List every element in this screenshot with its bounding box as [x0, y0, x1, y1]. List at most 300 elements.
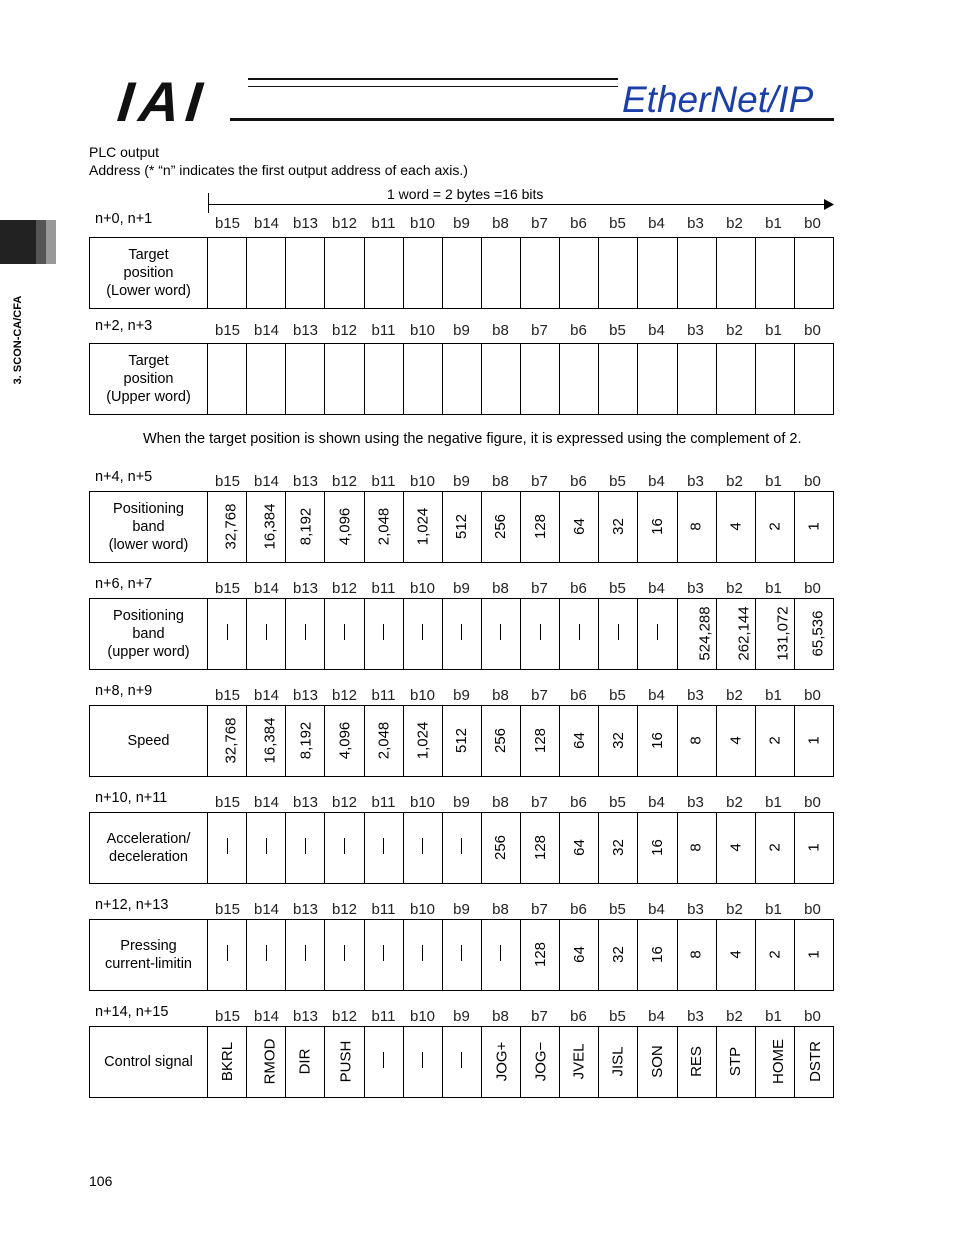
bit-label: b4 [648, 580, 665, 597]
bit-cell [247, 1027, 286, 1098]
bit-label: b0 [804, 473, 821, 490]
bit-label: b4 [648, 215, 665, 232]
bit-value: 131,072 [774, 606, 792, 661]
unused-bit-mark [422, 945, 423, 961]
bit-cell [560, 492, 599, 563]
bit-label: b9 [453, 580, 470, 597]
bit-label: b15 [214, 794, 241, 811]
bit-cell [481, 1027, 520, 1098]
bit-label: b10 [409, 215, 436, 232]
bit-value: 16,384 [261, 717, 279, 764]
register-address: n+2, n+3 [95, 318, 153, 334]
bit-value: 2,048 [375, 507, 393, 546]
bit-value: 32,768 [222, 717, 240, 764]
bit-value: 1 [805, 522, 823, 531]
bit-label: b12 [331, 794, 358, 811]
bit-value: 4 [727, 736, 745, 745]
bit-cell [208, 238, 247, 309]
bit-cell [755, 920, 794, 991]
bit-cell [364, 813, 403, 884]
bit-cell [794, 492, 833, 563]
unused-bit-mark [305, 945, 306, 961]
bit-label: b9 [453, 1008, 470, 1025]
bit-label: b6 [570, 215, 587, 232]
bit-value: 1 [805, 843, 823, 852]
bit-label: b9 [453, 687, 470, 704]
plc-output-title: PLC output [89, 144, 160, 160]
bit-cell [286, 920, 325, 991]
ethernet-ip-logo: EtherNet/IP [622, 79, 814, 120]
bit-value: 256 [492, 727, 510, 754]
bit-cell [481, 920, 520, 991]
bit-cell [442, 344, 481, 415]
register-name [90, 492, 208, 563]
bit-label: b11 [371, 687, 396, 704]
register-name-line: deceleration [109, 849, 188, 865]
bit-value: 64 [570, 732, 588, 749]
bit-cell [364, 599, 403, 670]
unused-bit-mark [227, 624, 228, 640]
bit-label: b5 [609, 687, 626, 704]
register-table [89, 1026, 834, 1098]
unused-bit-mark [461, 945, 462, 961]
register-name [90, 706, 208, 777]
register-name-line: Target [128, 353, 169, 369]
bit-cell [325, 813, 364, 884]
bit-value: 1 [805, 950, 823, 959]
unused-bit-mark [383, 624, 384, 640]
bit-value: 2 [766, 950, 784, 959]
bit-label: b15 [214, 322, 241, 339]
bit-value: 128 [531, 834, 549, 861]
bit-label: b10 [409, 687, 436, 704]
register-name [90, 1027, 208, 1098]
chapter-label: 3. SCON-CA/CFA [12, 295, 24, 385]
unused-bit-mark [383, 838, 384, 854]
bit-label: b2 [726, 901, 743, 918]
bit-label: b12 [331, 215, 358, 232]
bit-cell [481, 492, 520, 563]
bit-label: b7 [531, 215, 548, 232]
bit-label: b10 [409, 1008, 436, 1025]
bit-label: b14 [253, 687, 280, 704]
bit-label: b1 [765, 580, 782, 597]
register-name-line: band [132, 626, 165, 642]
bit-cell [521, 492, 560, 563]
bit-cell [599, 706, 638, 777]
bit-value: 256 [492, 834, 510, 861]
unused-bit-mark [383, 1052, 384, 1068]
bit-label: b9 [453, 322, 470, 339]
table-row [90, 238, 834, 309]
bit-cell [521, 920, 560, 991]
bit-value: 4 [727, 843, 745, 852]
bit-label: b5 [609, 473, 626, 490]
bit-cell [794, 920, 833, 991]
bit-cell [364, 706, 403, 777]
bit-value: 64 [570, 946, 588, 963]
bit-cell [403, 344, 442, 415]
bit-label: b0 [804, 1008, 821, 1025]
bit-value: 65,536 [809, 610, 827, 657]
bit-cell [521, 599, 560, 670]
bit-value: 512 [453, 513, 471, 540]
bit-cell [599, 813, 638, 884]
bit-cell [364, 1027, 403, 1098]
table-row [90, 492, 834, 563]
bit-label: b12 [331, 473, 358, 490]
bit-label: b0 [804, 215, 821, 232]
bit-cell [560, 813, 599, 884]
bit-value: 2 [766, 736, 784, 745]
bit-value: HOME [769, 1039, 787, 1084]
bit-label: b8 [492, 580, 509, 597]
bit-cell [599, 1027, 638, 1098]
bit-label: b3 [687, 794, 704, 811]
bit-cell [521, 813, 560, 884]
bit-label: b9 [453, 901, 470, 918]
bit-label: b2 [726, 580, 743, 597]
unused-bit-mark [500, 945, 501, 961]
unused-bit-mark [305, 838, 306, 854]
bit-value: 32,768 [222, 503, 240, 550]
register-name [90, 238, 208, 309]
bit-cell [638, 344, 677, 415]
table-row [90, 599, 834, 670]
bit-cell [755, 599, 794, 670]
register-name-line: Positioning [113, 608, 184, 624]
bit-value: 4,096 [335, 507, 353, 546]
bit-cell [325, 1027, 364, 1098]
bit-cell [325, 706, 364, 777]
bit-label: b14 [253, 901, 280, 918]
bit-value: 2,048 [375, 721, 393, 760]
bit-label: b6 [570, 322, 587, 339]
bit-label: b6 [570, 687, 587, 704]
bit-value: JVEL [570, 1043, 588, 1080]
unused-bit-mark [422, 1052, 423, 1068]
register-name [90, 920, 208, 991]
arrow-head-icon [824, 199, 834, 210]
register-name-line: Target [128, 247, 169, 263]
unused-bit-mark [227, 945, 228, 961]
bit-cell [442, 1027, 481, 1098]
bit-cell [442, 920, 481, 991]
bit-value: JOG− [532, 1041, 550, 1082]
unused-bit-mark [618, 624, 619, 640]
bit-cell [560, 706, 599, 777]
bit-cell [208, 599, 247, 670]
register-name-line: Positioning [113, 501, 184, 517]
unused-bit-mark [461, 624, 462, 640]
bit-cell [286, 706, 325, 777]
bit-cell [794, 1027, 833, 1098]
bit-cell [521, 706, 560, 777]
bit-cell [755, 1027, 794, 1098]
bit-cell [716, 920, 755, 991]
bit-value: JISL [609, 1046, 627, 1077]
bit-cell [638, 1027, 677, 1098]
bit-label: b7 [531, 794, 548, 811]
register-address: n+0, n+1 [95, 211, 153, 227]
bit-cell [481, 706, 520, 777]
bit-cell [442, 599, 481, 670]
bit-label: b5 [609, 215, 626, 232]
bit-value: 4 [727, 522, 745, 531]
bit-value: 16,384 [261, 503, 279, 550]
bit-cell [247, 238, 286, 309]
unused-bit-mark [227, 838, 228, 854]
bit-label: b11 [371, 1008, 396, 1025]
unused-bit-mark [266, 838, 267, 854]
unused-bit-mark [422, 624, 423, 640]
bit-label: b10 [409, 794, 436, 811]
bit-label: b3 [687, 687, 704, 704]
bit-cell [560, 599, 599, 670]
bit-cell [638, 238, 677, 309]
bit-cell [755, 813, 794, 884]
bit-label: b3 [687, 580, 704, 597]
bit-value: 256 [492, 513, 510, 540]
bit-value: 2 [766, 843, 784, 852]
bit-label: b12 [331, 687, 358, 704]
bit-value: 128 [531, 513, 549, 540]
bit-cell [325, 238, 364, 309]
register-name [90, 344, 208, 415]
bit-cell [208, 813, 247, 884]
register-table [89, 343, 834, 415]
bit-cell [599, 492, 638, 563]
bit-value: 262,144 [735, 606, 753, 661]
bit-cell [716, 813, 755, 884]
side-tab-block-light [46, 220, 56, 264]
bit-label: b7 [531, 580, 548, 597]
bit-label: b13 [292, 687, 319, 704]
bit-cell [325, 492, 364, 563]
bit-value: 16 [648, 946, 666, 963]
bit-value: 64 [570, 518, 588, 535]
unused-bit-mark [461, 838, 462, 854]
register-name [90, 599, 208, 670]
unused-bit-mark [540, 624, 541, 640]
bit-label: b4 [648, 322, 665, 339]
bit-label: b13 [292, 215, 319, 232]
bit-label: b8 [492, 794, 509, 811]
bit-label: b0 [804, 794, 821, 811]
bit-label: b10 [409, 473, 436, 490]
bit-value: 32 [609, 732, 627, 749]
bit-label: b2 [726, 215, 743, 232]
bit-label: b8 [492, 473, 509, 490]
bit-label: b12 [331, 580, 358, 597]
bit-cell [325, 599, 364, 670]
bit-cell [403, 813, 442, 884]
bit-label: b8 [492, 901, 509, 918]
bit-value: 8 [688, 522, 706, 531]
bit-label: b6 [570, 580, 587, 597]
bit-cell [481, 344, 520, 415]
bit-value: 128 [531, 941, 549, 968]
bit-label: b4 [648, 794, 665, 811]
bit-label: b3 [687, 901, 704, 918]
table-row [90, 344, 834, 415]
bit-cell [677, 599, 716, 670]
register-name-line: Speed [127, 733, 170, 749]
bit-value: 32 [609, 518, 627, 535]
bit-label: b9 [453, 473, 470, 490]
bit-cell [247, 706, 286, 777]
register-table [89, 237, 834, 309]
bit-label: b3 [687, 322, 704, 339]
bit-label: b11 [371, 322, 396, 339]
bit-label: b8 [492, 215, 509, 232]
bit-label: b5 [609, 794, 626, 811]
bit-cell [716, 706, 755, 777]
bit-cell [755, 344, 794, 415]
bit-cell [403, 492, 442, 563]
bit-label: b6 [570, 1008, 587, 1025]
table-row [90, 920, 834, 991]
table-row [90, 706, 834, 777]
header-rule-mid [248, 86, 618, 87]
bit-label: b0 [804, 322, 821, 339]
bit-label: b13 [292, 322, 319, 339]
bit-cell [442, 706, 481, 777]
bit-cell [286, 492, 325, 563]
bit-cell [481, 599, 520, 670]
bit-label: b14 [253, 580, 280, 597]
bit-value: PUSH [337, 1040, 355, 1083]
bit-label: b4 [648, 687, 665, 704]
unused-bit-mark [344, 838, 345, 854]
bit-cell [247, 344, 286, 415]
bit-cell [599, 238, 638, 309]
bit-label: b5 [609, 901, 626, 918]
bit-cell [286, 238, 325, 309]
bit-label: b4 [648, 473, 665, 490]
bit-value: DIR [296, 1048, 314, 1075]
bit-cell [794, 813, 833, 884]
bit-label: b13 [292, 794, 319, 811]
bit-cell [599, 920, 638, 991]
bit-label: b11 [371, 794, 396, 811]
unused-bit-mark [657, 624, 658, 640]
unused-bit-mark [422, 838, 423, 854]
bit-label: b6 [570, 473, 587, 490]
unused-bit-mark [266, 624, 267, 640]
bit-cell [247, 492, 286, 563]
bit-cell [521, 1027, 560, 1098]
register-address: n+10, n+11 [95, 790, 168, 806]
bit-cell [794, 706, 833, 777]
bit-label: b1 [765, 473, 782, 490]
bit-cell [755, 238, 794, 309]
bit-label: b11 [371, 901, 396, 918]
bit-cell [638, 492, 677, 563]
unused-bit-mark [266, 945, 267, 961]
bit-label: b11 [371, 215, 396, 232]
bit-label: b8 [492, 1008, 509, 1025]
bit-cell [364, 492, 403, 563]
bit-label: b12 [331, 901, 358, 918]
bit-value: 128 [531, 727, 549, 754]
table-row [90, 813, 834, 884]
table-row [90, 1027, 834, 1098]
bit-cell [481, 238, 520, 309]
bit-label: b15 [214, 215, 241, 232]
bit-value: JOG+ [493, 1041, 511, 1082]
register-name-line: current-limitin [104, 956, 192, 972]
arrow-left-tick [208, 193, 209, 213]
bit-value: 32 [609, 839, 627, 856]
register-address: n+8, n+9 [95, 683, 153, 699]
bit-cell [794, 344, 833, 415]
bit-label: b7 [531, 322, 548, 339]
header-rule-top [248, 78, 618, 80]
unused-bit-mark [305, 624, 306, 640]
bit-label: b7 [531, 901, 548, 918]
register-table [89, 812, 834, 884]
bit-label: b4 [648, 901, 665, 918]
bit-value: 16 [648, 518, 666, 535]
bit-cell [403, 238, 442, 309]
register-name-line: (Lower word) [106, 283, 191, 299]
page-number: 106 [89, 1173, 113, 1189]
bit-cell [208, 344, 247, 415]
bit-cell [560, 344, 599, 415]
register-address: n+4, n+5 [95, 469, 153, 485]
register-name-line: position [123, 371, 174, 387]
register-name-line: (lower word) [108, 537, 189, 553]
bit-cell [403, 1027, 442, 1098]
bit-label: b10 [409, 901, 436, 918]
bit-label: b15 [214, 901, 241, 918]
bit-cell [560, 920, 599, 991]
unused-bit-mark [579, 624, 580, 640]
bit-label: b15 [214, 580, 241, 597]
bit-value: RES [688, 1046, 706, 1077]
bit-cell [755, 492, 794, 563]
unused-bit-mark [461, 1052, 462, 1068]
bit-cell [794, 599, 833, 670]
bit-cell [325, 344, 364, 415]
bit-label: b13 [292, 901, 319, 918]
bit-label: b1 [765, 687, 782, 704]
bit-label: b1 [765, 1008, 782, 1025]
bit-label: b14 [253, 215, 280, 232]
bit-cell [208, 492, 247, 563]
bit-cell [403, 706, 442, 777]
bit-value: 64 [570, 839, 588, 856]
bit-cell [364, 238, 403, 309]
bit-cell [403, 599, 442, 670]
register-table [89, 919, 834, 991]
bit-cell [638, 706, 677, 777]
bit-value: 1,024 [414, 507, 432, 546]
bit-cell [247, 920, 286, 991]
bit-cell [794, 238, 833, 309]
bit-label: b15 [214, 687, 241, 704]
bit-cell [677, 238, 716, 309]
bit-cell [286, 599, 325, 670]
bit-cell [403, 920, 442, 991]
bit-cell [521, 344, 560, 415]
register-name-line: band [132, 519, 165, 535]
bit-cell [638, 599, 677, 670]
bit-cell [716, 599, 755, 670]
bit-label: b0 [804, 580, 821, 597]
bit-cell [677, 1027, 716, 1098]
